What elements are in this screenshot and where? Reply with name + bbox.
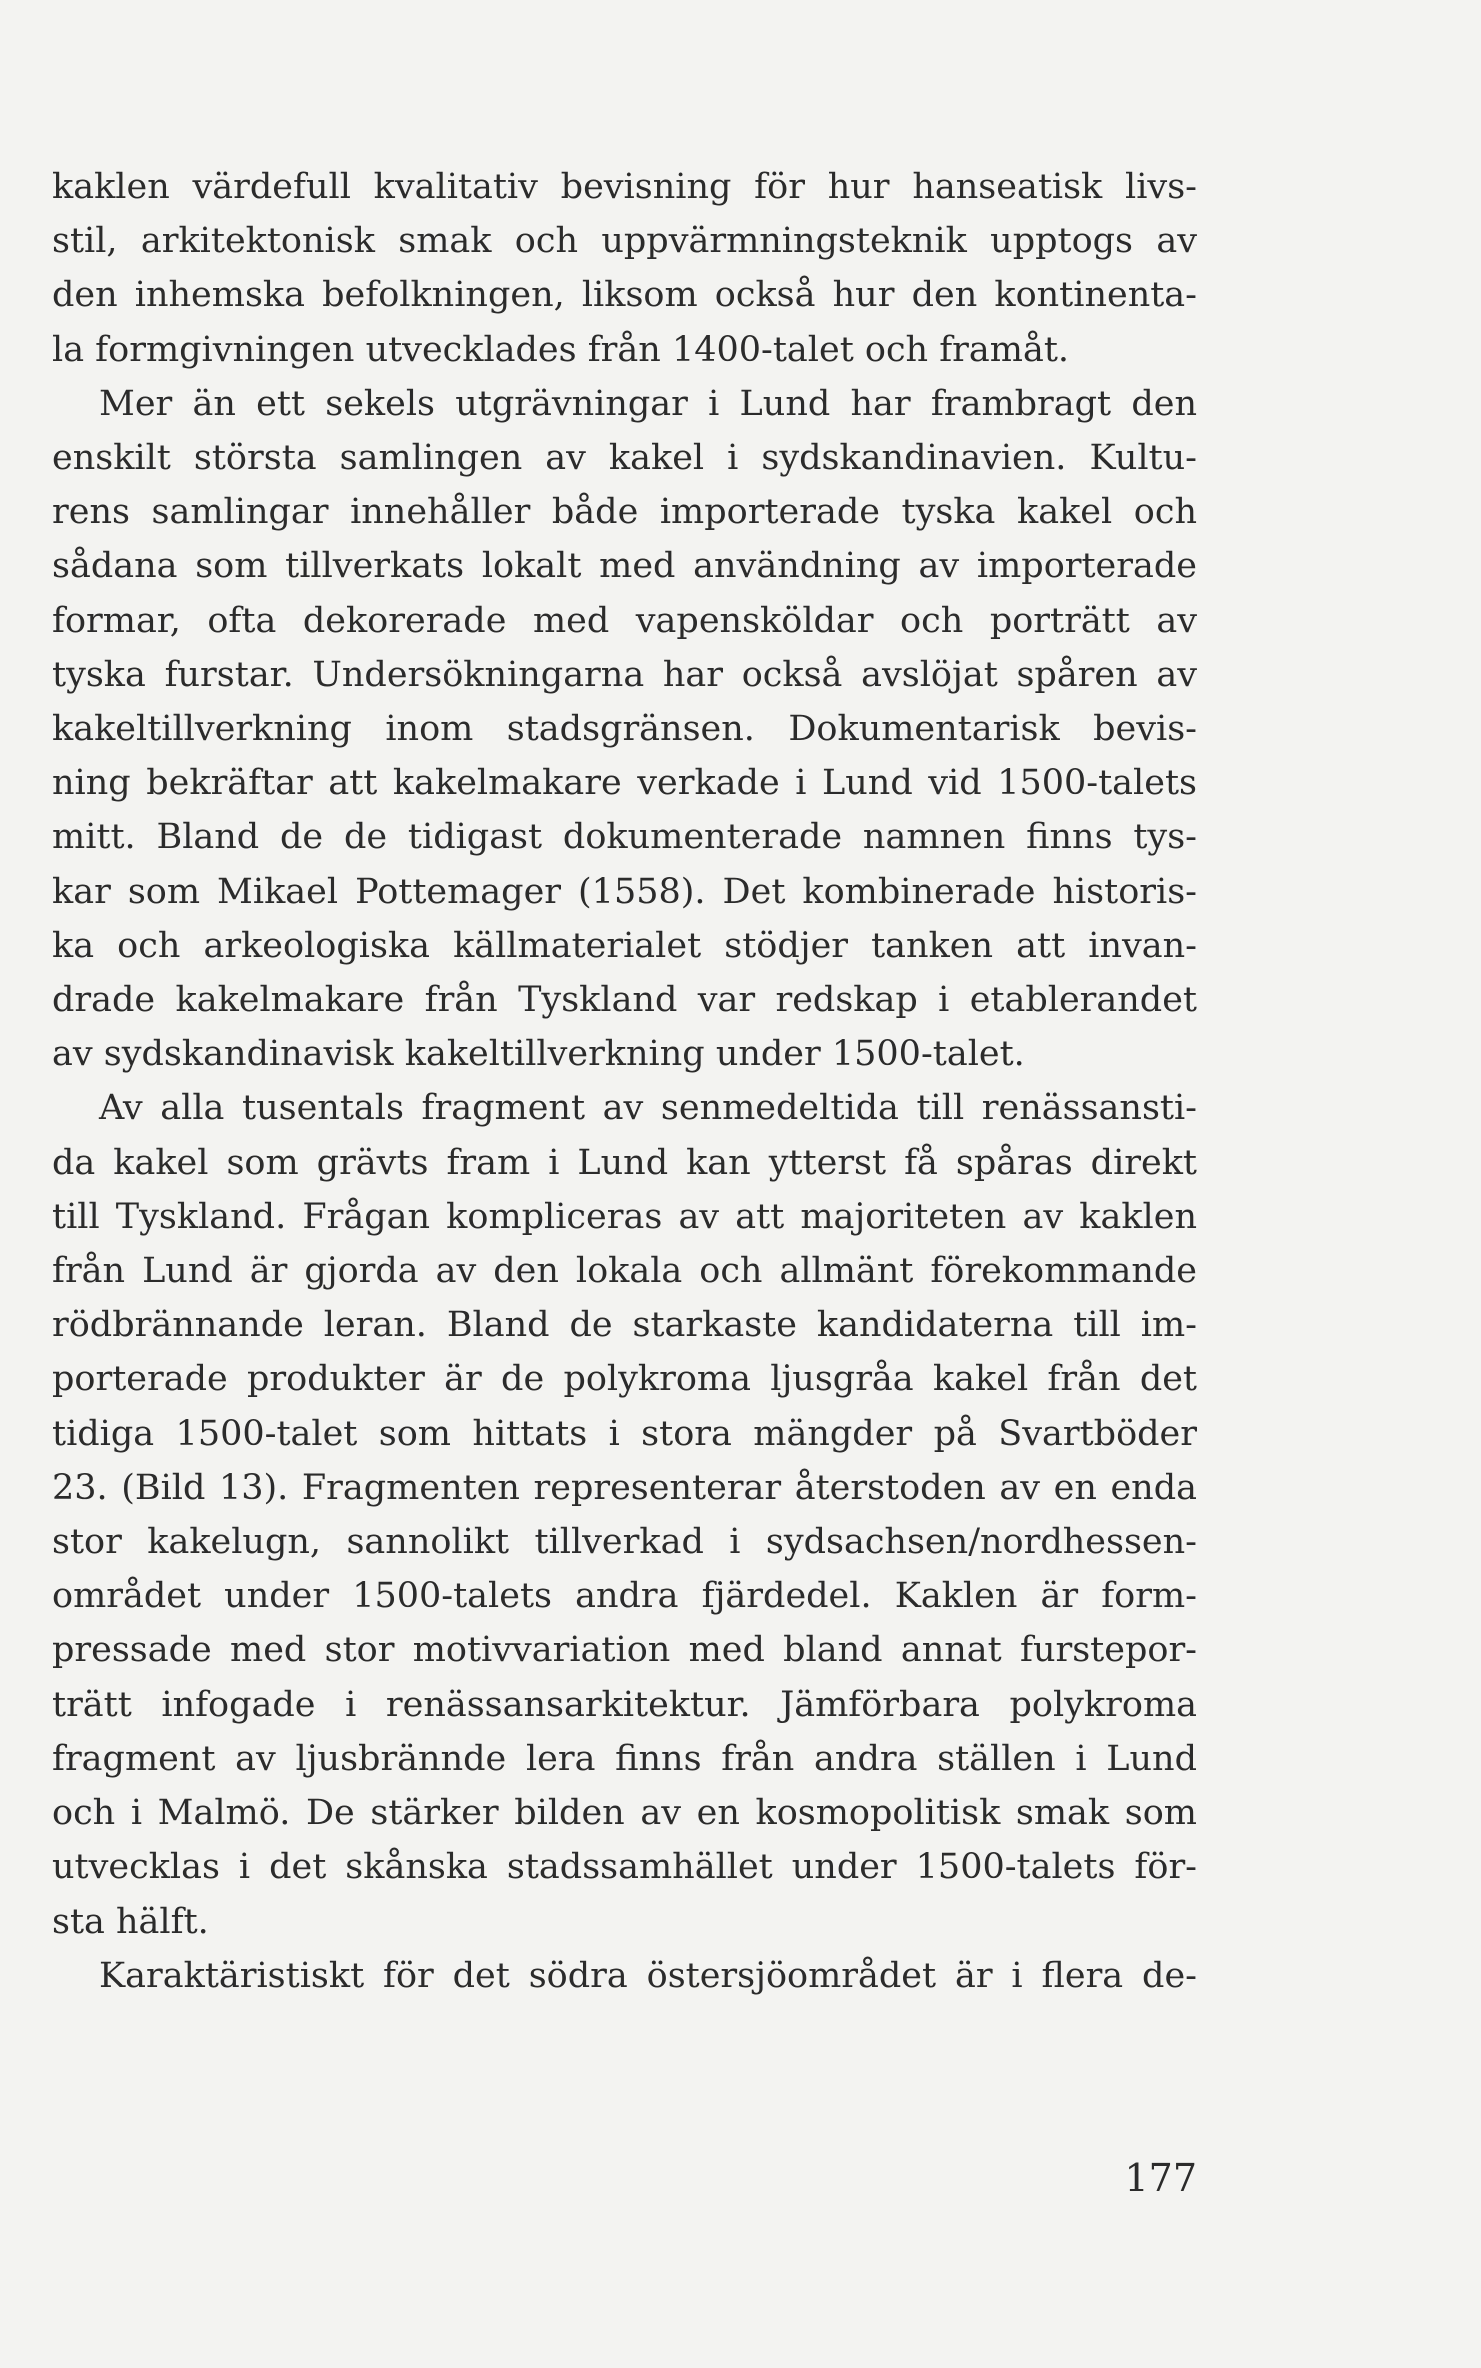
text-line: formar, ofta dekorerade med vapensköldar och porträtt av [52, 600, 1197, 641]
text-line: mitt. Bland de de tidigast dokumenterade namnen finns tys- [52, 817, 1197, 858]
text-line: området under 1500-talets andra fjärdedel. Kaklen är form- [52, 1576, 1197, 1617]
text-line: rens samlingar innehåller både importerade tyska kakel och [52, 492, 1197, 533]
text-line: tyska furstar. Undersökningarna har också avslöjat spåren av [52, 654, 1197, 695]
text-line: av sydskandinavisk kakeltillverkning under 1500-talet. [52, 1034, 1025, 1075]
text-line: fragment av ljusbrännde lera finns från andra ställen i Lund [52, 1738, 1197, 1779]
text-line: la formgivningen utvecklades från 1400-talet och framåt. [52, 329, 1070, 370]
text-line: porterade produkter är de polykroma ljusgråa kakel från det [52, 1359, 1197, 1400]
text-line: och i Malmö. De stärker bilden av en kosmopolitisk smak som [52, 1793, 1197, 1834]
text-line: kakeltillverkning inom stadsgränsen. Dokumentarisk bevis- [52, 709, 1197, 750]
text-line: Mer än ett sekels utgrävningar i Lund har frambragt den [99, 383, 1197, 424]
text-line: trätt infogade i renässansarkitektur. Jämförbara polykroma [52, 1684, 1197, 1725]
text-line: sådana som tillverkats lokalt med användning av importerade [52, 546, 1197, 587]
text-line: stor kakelugn, sannolikt tillverkad i sydsachsen/nordhessen- [52, 1522, 1197, 1563]
text-line: enskilt största samlingen av kakel i sydskandinavien. Kultu- [52, 438, 1197, 479]
text-line: tidiga 1500-talet som hittats i stora mängder på Svartböder [52, 1413, 1197, 1454]
text-line: från Lund är gjorda av den lokala och allmänt förekommande [52, 1251, 1197, 1292]
text-line: till Tyskland. Frågan kompliceras av att majoriteten av kaklen [52, 1196, 1197, 1237]
text-line: ka och arkeologiska källmaterialet stödjer tanken att invan- [52, 925, 1197, 966]
text-line: da kakel som grävts fram i Lund kan ytterst få spåras direkt [52, 1142, 1197, 1183]
text-line: ning bekräftar att kakelmakare verkade i Lund vid 1500-talets [52, 763, 1197, 804]
text-line: 23. (Bild 13). Fragmenten representerar återstoden av en enda [52, 1467, 1197, 1508]
text-line: stil, arkitektonisk smak och uppvärmningsteknik upptogs av [52, 221, 1197, 262]
text-line: rödbrännande leran. Bland de starkaste kandidaterna till im- [52, 1305, 1197, 1346]
text-line: drade kakelmakare från Tyskland var redskap i etablerandet [52, 980, 1197, 1021]
text-line: sta hälft. [52, 1901, 209, 1942]
body-text [52, 160, 1197, 2003]
text-line: Karaktäristiskt för det södra östersjöområdet är i flera de- [99, 1955, 1197, 1996]
text-line: kar som Mikael Pottemager (1558). Det kombinerade historis- [52, 871, 1197, 912]
page-number: 177 [1124, 2156, 1197, 2200]
text-line: Av alla tusentals fragment av senmedeltida till renässansti- [99, 1088, 1197, 1129]
text-line: utvecklas i det skånska stadssamhället under 1500-talets för- [52, 1847, 1197, 1888]
text-line: kaklen värdefull kvalitativ bevisning för hur hanseatisk livs- [52, 167, 1197, 207]
text-line: pressade med stor motivvariation med bland annat furstepor- [52, 1630, 1197, 1671]
text-line: den inhemska befolkningen, liksom också hur den kontinenta- [52, 275, 1197, 316]
